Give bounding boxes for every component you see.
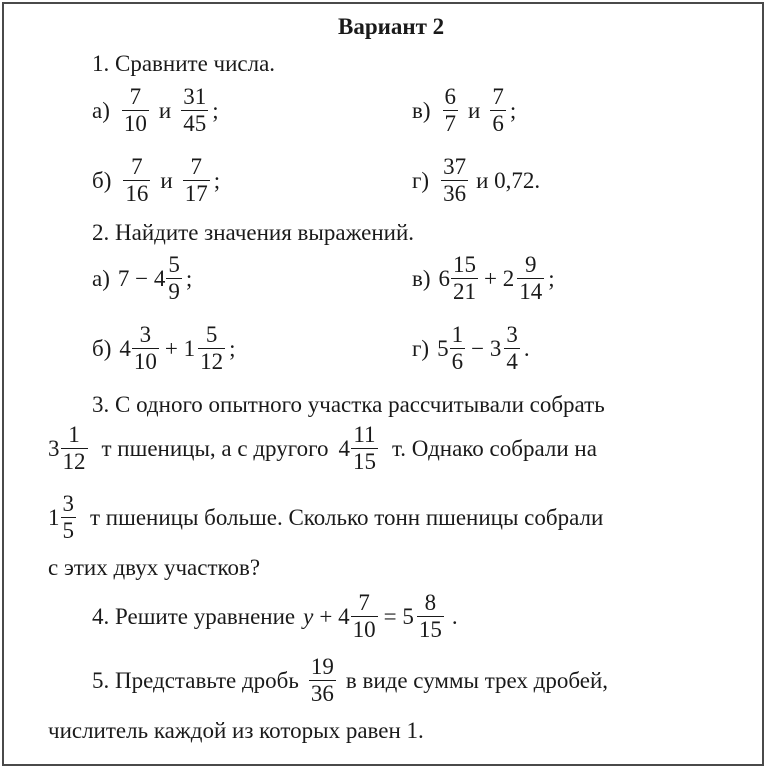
numerator: 31 [183,84,207,109]
fraction [61,422,88,475]
denominator: 9 [168,279,180,304]
denominator: 17 [184,181,208,206]
task-1g [412,154,540,207]
numerator: 1 [68,422,80,447]
punct: ; [185,265,193,291]
denominator: 15 [418,617,442,642]
task-4 [92,590,458,643]
whole-part: 5 [437,335,449,361]
task-1-heading: 1. Сравните числа. [92,51,276,76]
numerator: 5 [168,252,180,277]
item-label: г) [412,167,430,193]
numerator: 7 [492,84,504,109]
fraction [443,84,459,137]
task-3-line-1: 3. С одного опытного участка рассчитывали собрать [92,392,605,417]
denominator: 7 [444,111,457,136]
fraction [441,154,468,207]
task-3-line-2 [48,422,597,475]
denominator: 16 [125,181,149,206]
numerator: 5 [205,322,218,347]
fraction [450,322,466,375]
numerator: 9 [525,252,537,277]
operator: + 2 [484,265,515,291]
fraction [183,154,210,207]
fraction [198,322,225,375]
task-3-line-3 [48,491,603,544]
punct: . [451,603,458,629]
numerator: 1 [451,322,464,347]
item-label: б) [92,167,112,193]
task-4-text: 4. Решите уравнение [92,603,296,629]
whole-part: 1 [48,504,60,530]
fraction [351,422,378,475]
operator: + 1 [164,335,196,361]
fraction [351,590,378,643]
item-label: г) [412,335,430,361]
item-label: а) [92,265,110,291]
punct: ; [213,167,221,193]
denominator: 10 [123,111,147,136]
punct: ; [212,97,219,123]
denominator: 10 [352,617,376,642]
task-1a [92,84,219,137]
denominator: 6 [492,111,504,136]
numerator: 3 [506,322,518,347]
denominator: 12 [62,449,86,474]
whole-part: 6 [438,265,451,291]
task-3-text: т пшеницы, а с другого [101,435,329,461]
expression-prefix: 7 − 4 [117,265,166,291]
numerator: 7 [129,84,142,109]
task-3-line-4: с этих двух участков? [48,555,261,580]
numerator: 6 [444,84,457,109]
numerator: 7 [358,590,370,615]
equals: = 5 [383,603,414,629]
fraction [123,154,150,207]
task-1b [92,154,220,207]
punct: ; [509,97,517,123]
fraction [166,252,182,305]
denominator: 21 [453,279,477,304]
numerator: 7 [131,154,143,179]
comparison-tail: и 0,72. [476,167,541,193]
task-3-text: т пшеницы больше. Сколько тонн пшеницы собрали [90,504,604,530]
numerator: 7 [190,154,202,179]
item-label: а) [92,97,110,123]
task-2v [412,252,555,305]
conjunction: и [468,97,481,123]
denominator: 14 [519,279,543,304]
whole-part: 4 [119,335,131,361]
punct: ; [229,335,236,361]
punct: ; [548,265,555,291]
task-3-text: т. Однако собрали на [391,435,597,461]
conjunction: и [158,97,172,123]
task-5-text: 5. Представьте дробь [92,667,299,693]
item-label: в) [412,265,431,291]
numerator: 3 [62,491,74,516]
fraction [451,252,478,305]
task-1v [412,84,516,137]
task-2-heading: 2. Найдите значения выражений. [92,220,415,245]
operator: − 3 [471,335,502,361]
numerator: 15 [453,252,477,277]
page-title: Вариант 2 [338,14,445,39]
worksheet-page [2,2,764,766]
fraction [61,491,77,544]
denominator: 4 [506,349,518,374]
conjunction: и [160,167,173,193]
punct: . [523,335,530,361]
item-label: б) [92,335,112,361]
fraction [309,654,336,707]
fraction [417,590,444,643]
numerator: 8 [424,590,437,615]
denominator: 45 [183,111,207,136]
operator: + 4 [319,603,350,629]
task-2g [412,322,530,375]
denominator: 36 [443,181,467,206]
whole-part: 4 [338,435,350,461]
denominator: 10 [133,349,157,374]
numerator: 11 [353,422,376,447]
whole-part: 3 [48,435,60,461]
denominator: 12 [200,349,224,374]
fraction [517,252,544,305]
fraction [122,84,149,137]
numerator: 3 [139,322,152,347]
task-2b [92,322,236,375]
task-2a [92,252,192,305]
fraction [504,322,520,375]
fraction [490,84,506,137]
fraction [181,84,208,137]
denominator: 5 [62,518,74,543]
numerator: 19 [310,654,334,679]
fraction [132,322,159,375]
denominator: 15 [352,449,376,474]
numerator: 37 [443,154,467,179]
variable: y [303,603,314,629]
task-5-text: в виде суммы трех дробей, [345,667,609,693]
denominator: 36 [310,681,334,706]
denominator: 6 [451,349,464,374]
item-label: в) [412,97,431,123]
task-5-line-1 [92,654,608,707]
task-5-line-2: числитель каждой из которых равен 1. [48,718,424,743]
